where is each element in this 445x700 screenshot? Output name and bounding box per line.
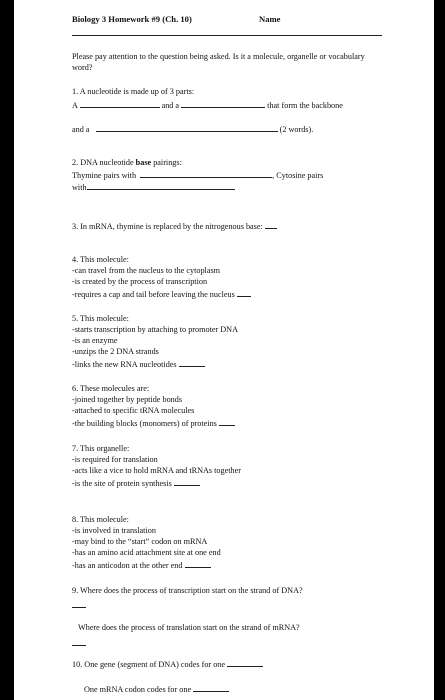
q2-line3 <box>72 180 235 193</box>
q8-blank[interactable] <box>185 558 211 568</box>
q9-blank-2-line <box>72 636 86 649</box>
q5-item-1: -starts transcription by attaching to promoter DNA <box>72 325 238 334</box>
q8-title: 8. This molecule: <box>72 515 129 524</box>
q8-item-1: -is involved in translation <box>72 526 156 535</box>
q1-blank-2[interactable] <box>181 98 265 108</box>
q9-translation-question: Where does the process of translation start on the strand of mRNA? <box>78 623 300 632</box>
q7-item-3: -is the site of protein synthesis <box>72 479 172 488</box>
q4-item-1: -can travel from the nucleus to the cytoplasm <box>72 266 221 275</box>
q5-item-4: -links the new RNA nucleotides <box>72 360 177 369</box>
q5-item-4-line <box>72 357 205 370</box>
instructions-text: Please pay attention to the question being asked. Is it a molecule, organelle or vocabulary word? <box>72 52 365 72</box>
q10-blank-1[interactable] <box>227 657 263 667</box>
worksheet-title: Biology 3 Homework #9 (Ch. 10) <box>72 14 192 24</box>
worksheet-page <box>14 0 434 700</box>
q10-codon-text: One mRNA codon codes for one <box>84 685 192 694</box>
q1-blank-3[interactable] <box>96 122 278 132</box>
q1-and-a-label: and a <box>161 101 180 110</box>
q10-blank-2[interactable] <box>193 682 229 692</box>
q4-title: 4. This molecule: <box>72 255 129 264</box>
q2-blank-2[interactable] <box>87 180 235 190</box>
q2-with-text: with <box>72 183 87 192</box>
header-divider <box>72 35 382 36</box>
instructions <box>72 51 387 73</box>
name-label: Name <box>259 14 281 24</box>
q5-title: 5. This molecule: <box>72 314 129 323</box>
q1-line3 <box>72 122 313 135</box>
q3-blank[interactable] <box>265 219 277 229</box>
q8-item-4-line <box>72 558 211 571</box>
q2-thymine-text: Thymine pairs with <box>72 171 137 180</box>
q2-title-post: pairings: <box>151 158 182 167</box>
q7-item-2: -acts like a vice to hold mRNA and tRNAs together <box>72 466 241 475</box>
q7-blank[interactable] <box>174 476 200 486</box>
q6-blank[interactable] <box>219 416 235 426</box>
q4-item-3-line <box>72 287 251 300</box>
q8-item-2: -may bind to the “start” codon on mRNA <box>72 537 208 546</box>
q9-blank-1[interactable] <box>72 598 86 608</box>
q5-item-2: -is an enzyme <box>72 336 118 345</box>
q6-item-3-line <box>72 416 235 429</box>
q4-item-2: -is created by the process of transcription <box>72 277 208 286</box>
q10-gene-text: 10. One gene (segment of DNA) codes for one <box>72 660 226 669</box>
q9-blank-2[interactable] <box>72 636 86 646</box>
q8-item-3: -has an amino acid attachment site at one end <box>72 548 221 557</box>
q1-two-words-text: (2 words). <box>279 125 314 134</box>
q5-blank[interactable] <box>179 357 205 367</box>
q9-blank-1-line <box>72 598 86 611</box>
q6-title: 6. These molecules are: <box>72 384 150 393</box>
q9-transcription-question: 9. Where does the process of transcription start on the strand of DNA? <box>72 586 303 595</box>
q4-blank[interactable] <box>237 287 251 297</box>
q2-blank-1[interactable] <box>140 168 272 178</box>
q6-item-1: -joined together by peptide bonds <box>72 395 183 404</box>
q2-title <box>72 157 182 168</box>
q1-and-a-label-2: and a <box>72 125 90 134</box>
q1-backbone-text: that form the backbone <box>267 101 343 110</box>
q1-blank-1[interactable] <box>80 98 160 108</box>
q3-text: 3. In mRNA, thymine is replaced by the nitrogenous base: <box>72 222 263 231</box>
q1-line2 <box>72 98 343 111</box>
q10-line-1 <box>72 657 263 670</box>
q2-title-bold: base <box>135 158 152 167</box>
q2-cytosine-text: , Cytosine pairs <box>272 171 324 180</box>
q10-line-2 <box>84 682 229 695</box>
q8-item-4: -has an anticodon at the other end <box>72 561 183 570</box>
q7-item-1: -is required for translation <box>72 455 158 464</box>
q6-item-2: -attached to specific tRNA molecules <box>72 406 195 415</box>
q1-a-label: A <box>72 101 78 110</box>
q7-item-3-line <box>72 476 200 489</box>
q7-title: 7. This organelle: <box>72 444 130 453</box>
q2-title-pre: 2. DNA nucleotide <box>72 158 136 167</box>
q4-item-3: -requires a cap and tail before leaving the nucleus <box>72 290 235 299</box>
q1-title: 1. A nucleotide is made up of 3 parts: <box>72 87 195 96</box>
q5-item-3: -unzips the 2 DNA strands <box>72 347 159 356</box>
q3-line <box>72 219 277 232</box>
q6-item-3: -the building blocks (monomers) of proteins <box>72 419 217 428</box>
